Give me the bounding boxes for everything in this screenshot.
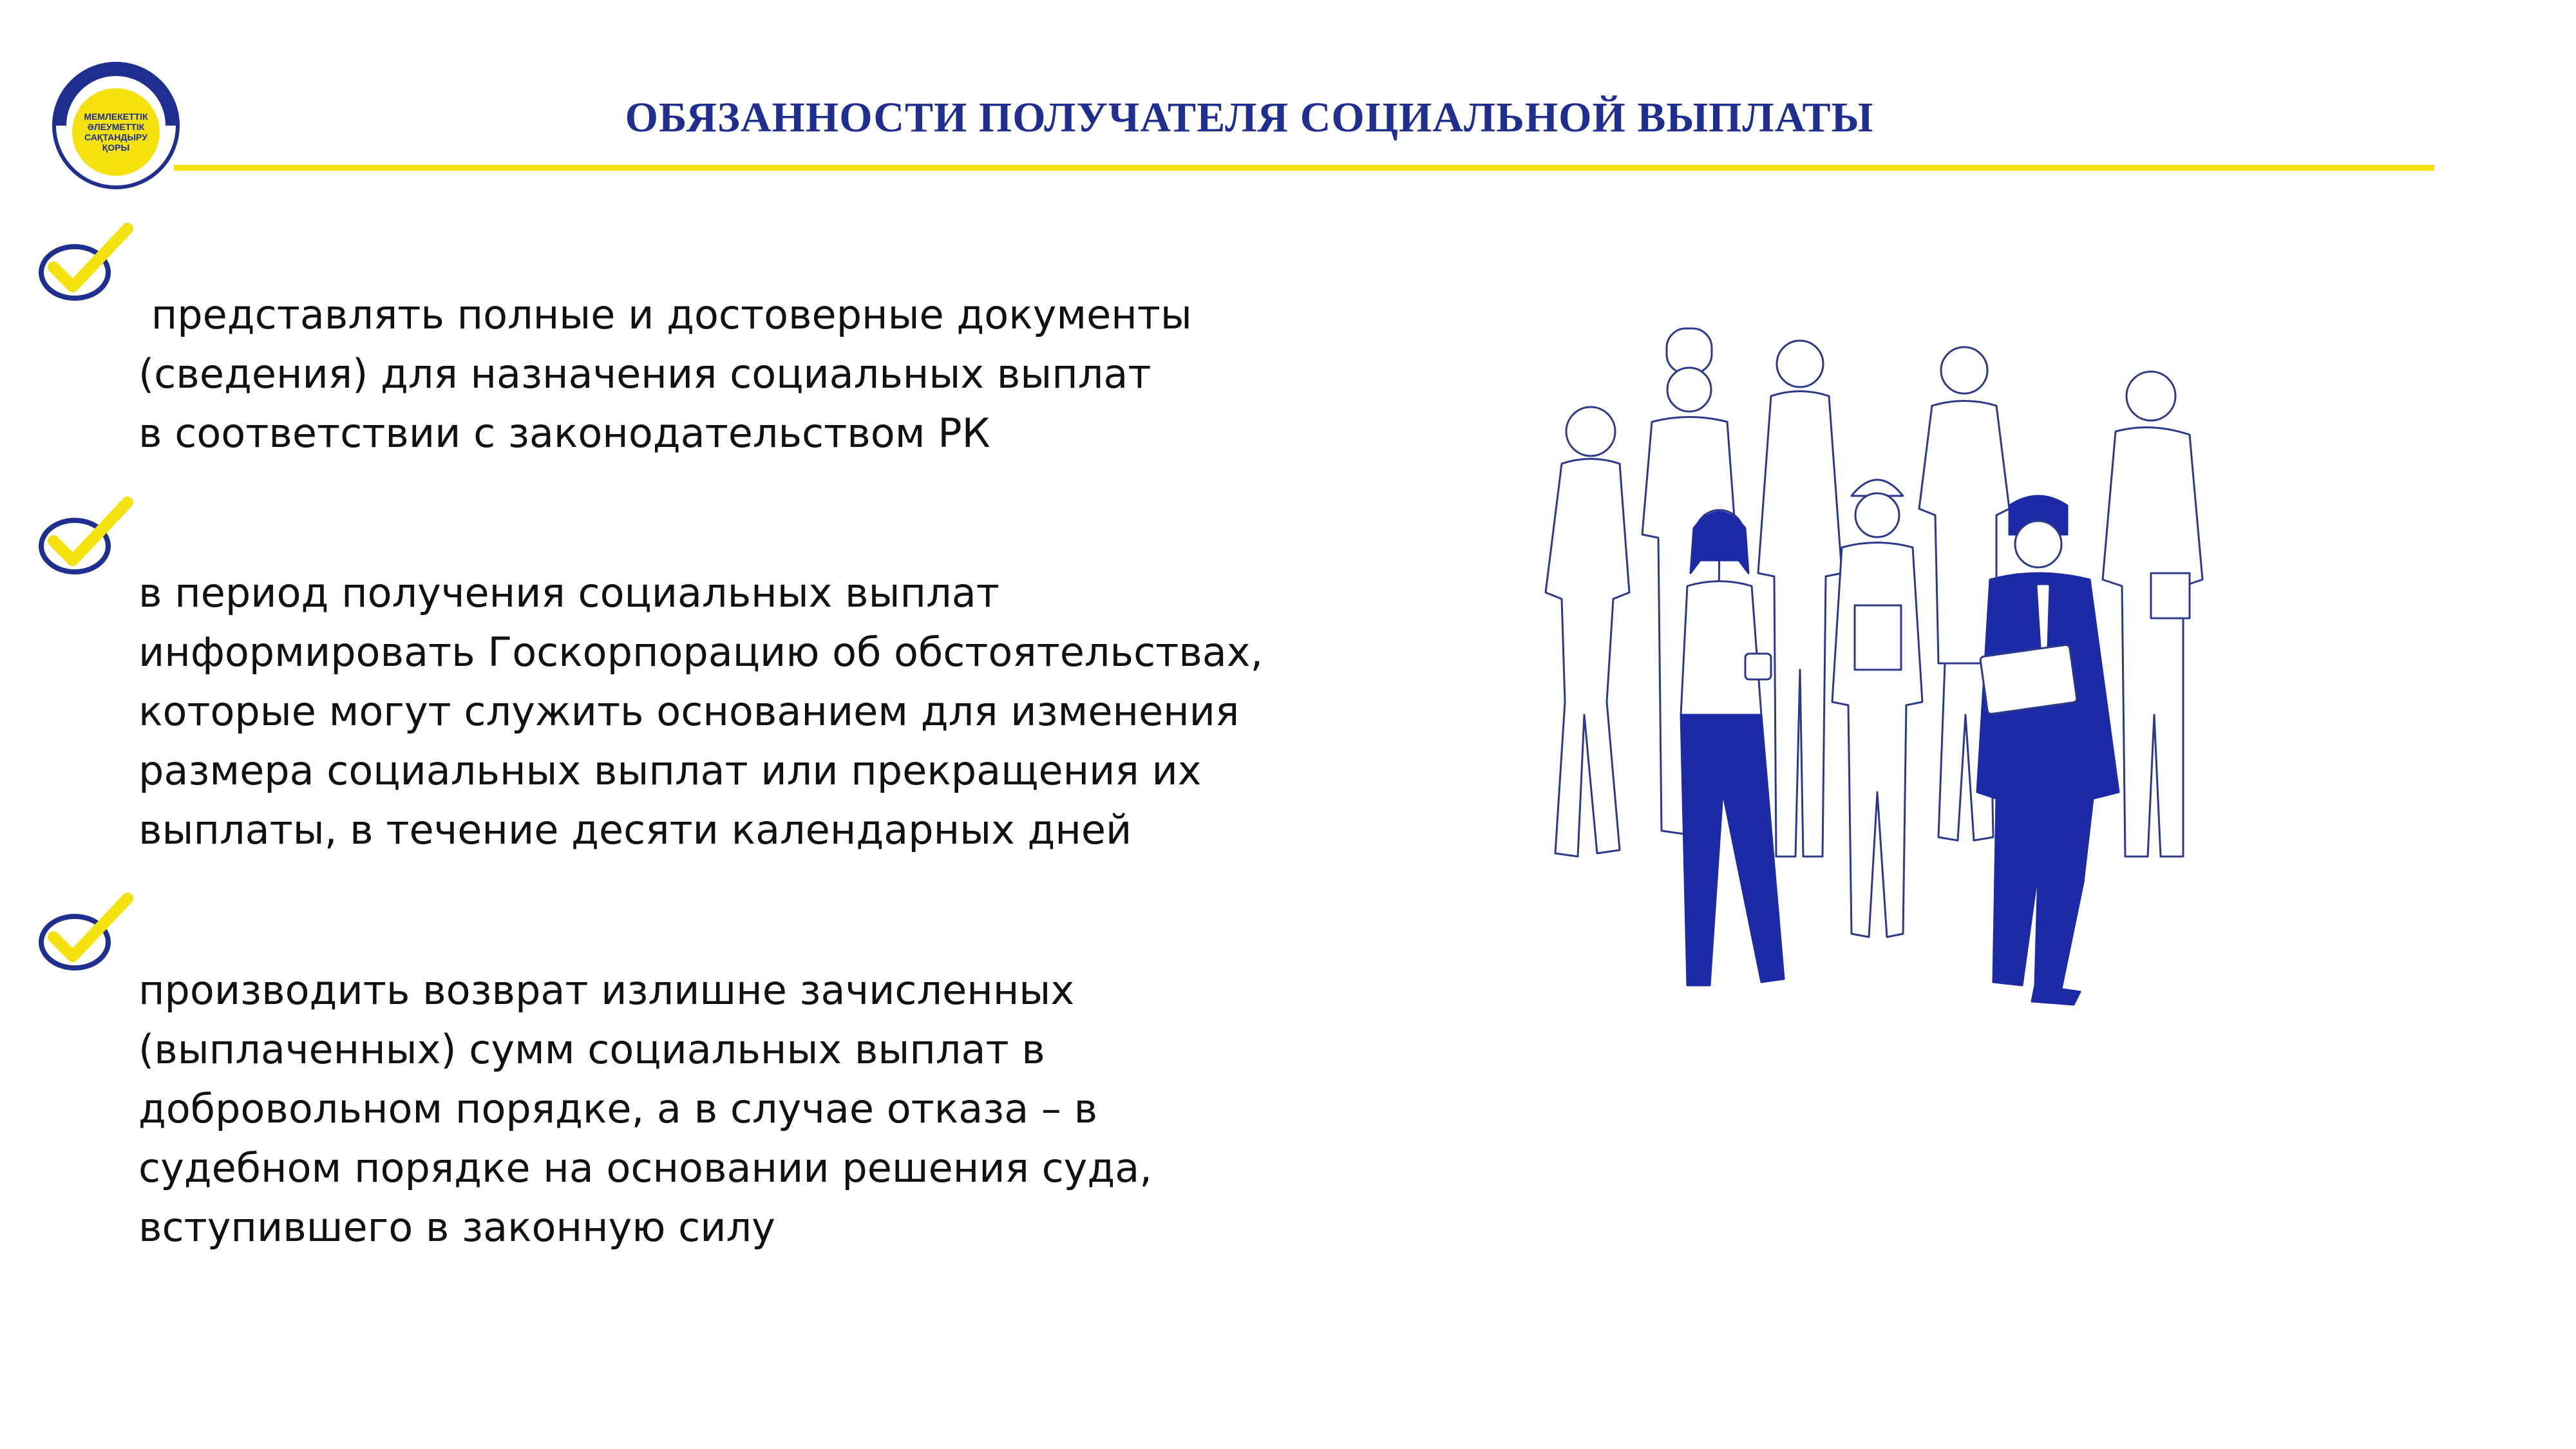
obligation-item <box>138 564 1362 860</box>
fund-logo <box>52 61 180 190</box>
obligation-item <box>138 961 1362 1257</box>
page-title: ОБЯЗАННОСТИ ПОЛУЧАТЕЛЯ СОЦИАЛЬНОЙ ВЫПЛАТЫ <box>625 94 1874 141</box>
obligation-line: в соответствии с законодательством РК <box>138 410 990 457</box>
obligation-line: (сведения) для назначения социальных выплат <box>138 350 1151 397</box>
businessman-with-tablet-figure <box>1977 496 2119 1005</box>
logo-line: ӘЛЕУМЕТТІК <box>87 122 145 132</box>
title-underline <box>174 165 2434 171</box>
woman-figure-back-left <box>1546 407 1629 857</box>
logo-line: МЕМЛЕКЕТТІК <box>84 111 148 122</box>
obligation-line: которые могут служить основанием для изменения <box>138 688 1240 735</box>
obligation-line: вступившего в законную силу <box>138 1204 775 1251</box>
obligation-line: в период получения социальных выплат <box>138 569 999 616</box>
obligation-line: производить возврат излишне зачисленных <box>138 967 1075 1014</box>
obligation-line: добровольном порядке, а в случае отказа – в <box>138 1085 1098 1132</box>
checkmark-icon <box>37 222 134 306</box>
obligation-line: судебном порядке на основании решения суда, <box>138 1144 1152 1191</box>
obligation-line: информировать Госкорпорацию об обстоятельствах, <box>138 629 1264 676</box>
obligation-item <box>138 285 1362 463</box>
logo-line: ҚОРЫ <box>102 142 130 153</box>
obligation-line: представлять полные и достоверные документы <box>138 291 1192 338</box>
logo-text <box>52 61 180 190</box>
obligation-line: размера социальных выплат или прекращения их <box>138 747 1202 794</box>
checkmark-icon <box>37 892 134 976</box>
obligation-line: (выплаченных) сумм социальных выплат в <box>138 1026 1045 1073</box>
man-figure-back-middle <box>1758 341 1842 857</box>
checkmark-icon <box>37 496 134 580</box>
workers-group-illustration <box>1501 303 2273 1063</box>
logo-line: САҚТАНДЫРУ <box>84 132 147 142</box>
construction-worker-figure <box>1832 480 1922 937</box>
obligation-line: выплаты, в течение десяти календарных дней <box>138 806 1132 853</box>
